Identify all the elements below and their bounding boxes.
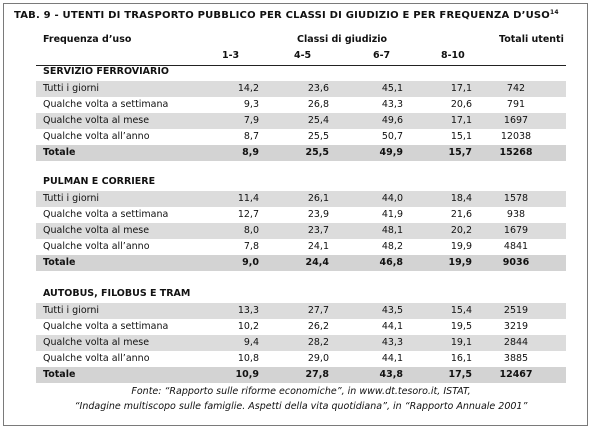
value-cell: 28,2: [307, 337, 329, 348]
value-cell: 43,3: [381, 99, 403, 110]
table-row: [36, 207, 566, 223]
value-cell: 10,2: [237, 321, 259, 332]
total-users-cell: 9036: [502, 257, 530, 268]
total-users-cell: 4841: [503, 241, 529, 252]
row-label: Qualche volta al mese: [43, 115, 150, 126]
value-cell: 8,7: [243, 131, 259, 142]
value-cell: 7,9: [243, 115, 259, 126]
total-users-cell: 2844: [503, 337, 529, 348]
table-row: [36, 81, 566, 97]
total-users-cell: 3885: [503, 353, 529, 364]
table-row: [36, 129, 566, 145]
value-cell: 23,6: [307, 83, 329, 94]
total-row: [36, 367, 566, 383]
total-users-cell: 1697: [503, 115, 529, 126]
value-cell: 19,5: [450, 321, 472, 332]
value-cell: 25,5: [305, 147, 329, 158]
value-cell: 41,9: [381, 209, 403, 220]
value-cell: 19,9: [448, 257, 472, 268]
table-row: [36, 319, 566, 335]
value-cell: 17,5: [448, 369, 472, 380]
header-col-3: 6-7: [373, 50, 391, 61]
total-users-cell: 742: [506, 83, 526, 94]
total-users-cell: 791: [506, 99, 526, 110]
total-users-cell: 3219: [503, 321, 529, 332]
value-cell: 27,8: [305, 369, 329, 380]
footnote-line-1: Fonte: “Rapporto sulle riforme economiche”, in www.dt.tesoro.it, ISTAT,: [131, 386, 471, 397]
total-users-cell: 12038: [500, 131, 532, 142]
value-cell: 19,1: [450, 337, 472, 348]
table-row: [36, 191, 566, 207]
total-users-cell: 938: [506, 209, 526, 220]
section-title: AUTOBUS, FILOBUS E TRAM: [43, 288, 191, 299]
table-row: [36, 97, 566, 113]
table-row: [36, 335, 566, 351]
row-label: Tutti i giorni: [43, 305, 100, 316]
value-cell: 46,8: [379, 257, 403, 268]
value-cell: 15,7: [448, 147, 472, 158]
section-title: SERVIZIO FERROVIARIO: [43, 66, 169, 77]
value-cell: 43,5: [381, 305, 403, 316]
value-cell: 9,3: [243, 99, 259, 110]
value-cell: 26,2: [307, 321, 329, 332]
value-cell: 25,4: [307, 115, 329, 126]
row-label: Qualche volta all’anno: [43, 131, 150, 142]
table-title: [14, 9, 559, 21]
table-row: [36, 239, 566, 255]
table-row: [36, 223, 566, 239]
value-cell: 24,4: [305, 257, 329, 268]
value-cell: 12,7: [237, 209, 259, 220]
value-cell: 49,9: [379, 147, 403, 158]
header-col-2: 4-5: [294, 50, 312, 61]
row-label: Totale: [43, 147, 76, 158]
table-row: [36, 351, 566, 367]
value-cell: 44,1: [381, 321, 403, 332]
row-label: Tutti i giorni: [43, 193, 100, 204]
value-cell: 21,6: [450, 209, 472, 220]
total-users-cell: 2519: [503, 305, 529, 316]
value-cell: 43,8: [379, 369, 403, 380]
row-label: Qualche volta all’anno: [43, 241, 150, 252]
value-cell: 8,0: [243, 225, 259, 236]
row-label: Totale: [43, 369, 76, 380]
value-cell: 20,2: [450, 225, 472, 236]
value-cell: 26,1: [307, 193, 329, 204]
value-cell: 20,6: [450, 99, 472, 110]
section-title: PULMAN E CORRIERE: [43, 176, 156, 187]
footnote-line-2: “Indagine multiscopo sulle famiglie. Aspetti della vita quotidiana”, in “Rapporto Annuale 2001”: [74, 401, 528, 412]
total-row: [36, 255, 566, 271]
value-cell: 14,2: [237, 83, 259, 94]
value-cell: 49,6: [381, 115, 403, 126]
value-cell: 48,1: [381, 225, 403, 236]
value-cell: 23,9: [307, 209, 329, 220]
table-row: [36, 113, 566, 129]
footnote-ref: 14: [550, 9, 559, 16]
row-label: Qualche volta al mese: [43, 225, 150, 236]
value-cell: 7,8: [243, 241, 259, 252]
value-cell: 43,3: [381, 337, 403, 348]
row-label: Qualche volta all’anno: [43, 353, 150, 364]
total-users-cell: 12467: [499, 369, 533, 380]
value-cell: 44,0: [381, 193, 403, 204]
value-cell: 27,7: [307, 305, 329, 316]
value-cell: 44,1: [381, 353, 403, 364]
value-cell: 15,1: [450, 131, 472, 142]
table-title-text: TAB. 9 - UTENTI DI TRASPORTO PUBBLICO PER CLASSI DI GIUDIZIO E PER FREQUENZA D’USO: [14, 10, 550, 21]
row-label: Qualche volta a settimana: [43, 321, 169, 332]
total-row: [36, 145, 566, 161]
value-cell: 11,4: [237, 193, 259, 204]
value-cell: 13,3: [237, 305, 259, 316]
value-cell: 48,2: [381, 241, 403, 252]
row-label: Qualche volta a settimana: [43, 209, 169, 220]
header-col-1: 1-3: [222, 50, 240, 61]
total-users-cell: 1679: [503, 225, 529, 236]
row-label: Tutti i giorni: [43, 83, 100, 94]
value-cell: 29,0: [307, 353, 329, 364]
value-cell: 24,1: [307, 241, 329, 252]
value-cell: 18,4: [450, 193, 472, 204]
value-cell: 8,9: [242, 147, 259, 158]
total-users-cell: 1578: [503, 193, 529, 204]
value-cell: 17,1: [450, 83, 472, 94]
value-cell: 45,1: [381, 83, 403, 94]
row-label: Totale: [43, 257, 76, 268]
table-row: [36, 303, 566, 319]
value-cell: 23,7: [307, 225, 329, 236]
value-cell: 26,8: [307, 99, 329, 110]
header-total-users: Totali utenti: [499, 34, 564, 45]
value-cell: 16,1: [450, 353, 472, 364]
value-cell: 17,1: [450, 115, 472, 126]
total-users-cell: 15268: [499, 147, 533, 158]
row-label: Qualche volta al mese: [43, 337, 150, 348]
value-cell: 19,9: [450, 241, 472, 252]
value-cell: 25,5: [307, 131, 329, 142]
header-classes: Classi di giudizio: [297, 34, 388, 45]
header-frequency: Frequenza d’uso: [43, 34, 132, 45]
value-cell: 15,4: [450, 305, 472, 316]
value-cell: 10,9: [235, 369, 259, 380]
value-cell: 50,7: [381, 131, 403, 142]
value-cell: 10,8: [237, 353, 259, 364]
header-col-4: 8-10: [441, 50, 465, 61]
value-cell: 9,4: [243, 337, 259, 348]
value-cell: 9,0: [242, 257, 259, 268]
row-label: Qualche volta a settimana: [43, 99, 169, 110]
